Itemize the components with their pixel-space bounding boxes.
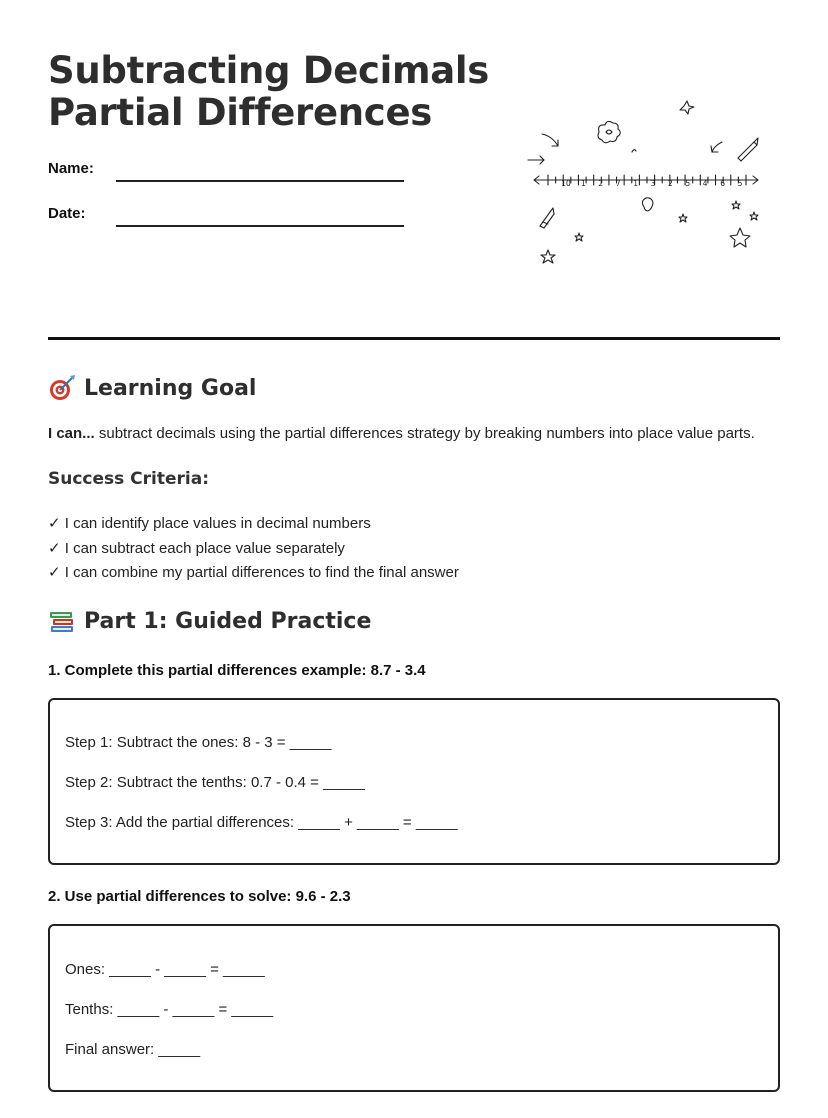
question-2-prompt: 2. Use partial differences to solve: 9.6 - 2.3 <box>48 888 351 905</box>
q1-step-3: Step 3: Add the partial differences: _____ + _____ = _____ <box>65 814 458 831</box>
criteria-item: ✓ I can combine my partial differences to find the final answer <box>48 564 459 581</box>
learning-goal-heading-text: Learning Goal <box>84 375 257 401</box>
pencil-icon-top-right <box>738 138 758 161</box>
title-line-2: Partial Differences <box>48 91 432 134</box>
target-icon <box>48 374 76 402</box>
curved-arrow-left-icon <box>712 142 722 152</box>
star-icon <box>680 101 694 114</box>
tick-label: 1 <box>633 179 638 188</box>
date-label: Date: <box>48 205 86 222</box>
q1-step-1: Step 1: Subtract the ones: 8 - 3 = _____ <box>65 734 332 751</box>
criteria-item: ✓ I can identify place values in decimal numbers <box>48 515 371 532</box>
tick-label: 10 <box>561 179 571 188</box>
tick-label: 6 <box>720 179 725 188</box>
small-star-icon <box>575 233 583 241</box>
question-1-answer-box[interactable] <box>48 698 780 865</box>
part1-heading <box>48 607 371 635</box>
name-label: Name: <box>48 160 94 177</box>
q1-step-2: Step 2: Subtract the tenths: 0.7 - 0.4 = _____ <box>65 774 365 791</box>
question-1-prompt: 1. Complete this partial differences example: 8.7 - 3.4 <box>48 662 426 679</box>
small-star-icon <box>732 201 740 209</box>
q2-tenths: Tenths: _____ - _____ = _____ <box>65 1001 274 1018</box>
star-icon-bottom-left <box>541 250 555 263</box>
part1-heading-text: Part 1: Guided Practice <box>84 608 372 634</box>
i-can-statement <box>48 425 755 442</box>
star-icon-large <box>730 228 750 247</box>
criteria-item: ✓ I can subtract each place value separately <box>48 539 345 557</box>
section-divider <box>48 337 780 340</box>
tick-label: 5 <box>685 179 691 188</box>
date-line[interactable] <box>116 225 404 227</box>
pencil-icon-left <box>540 208 554 228</box>
i-can-label: I can... <box>48 425 95 442</box>
squiggle-icon <box>632 150 636 152</box>
tick-label: 5 <box>737 179 743 188</box>
tick-label: 2 <box>598 179 604 188</box>
tick-label: 3 <box>650 179 656 188</box>
curved-arrow-icon <box>542 134 558 146</box>
number-line-illustration <box>522 92 772 272</box>
small-star-icon <box>679 214 687 222</box>
tick-label: 4 <box>702 179 708 188</box>
rock-doodle-icon <box>642 198 653 211</box>
learning-goal-heading <box>48 374 256 402</box>
title-line-1: Subtracting Decimals <box>48 49 490 92</box>
q2-ones: Ones: _____ - _____ = _____ <box>65 961 265 978</box>
question-2-answer-box[interactable] <box>48 924 780 1092</box>
tick-label: 2 <box>668 179 673 188</box>
tick-label: 1 <box>581 179 586 188</box>
worksheet-title <box>48 50 489 134</box>
name-line[interactable] <box>116 180 404 182</box>
brain-doodle-icon <box>598 121 620 142</box>
success-criteria-heading: Success Criteria: <box>48 469 210 489</box>
small-star-icon <box>750 212 758 220</box>
success-criteria-list <box>48 512 459 586</box>
i-can-text: subtract decimals using the partial differences strategy by breaking numbers into place value parts. <box>94 425 755 442</box>
q2-final-answer: Final answer: _____ <box>65 1041 201 1058</box>
books-icon <box>48 607 76 635</box>
tick-label: 7 <box>615 179 621 188</box>
